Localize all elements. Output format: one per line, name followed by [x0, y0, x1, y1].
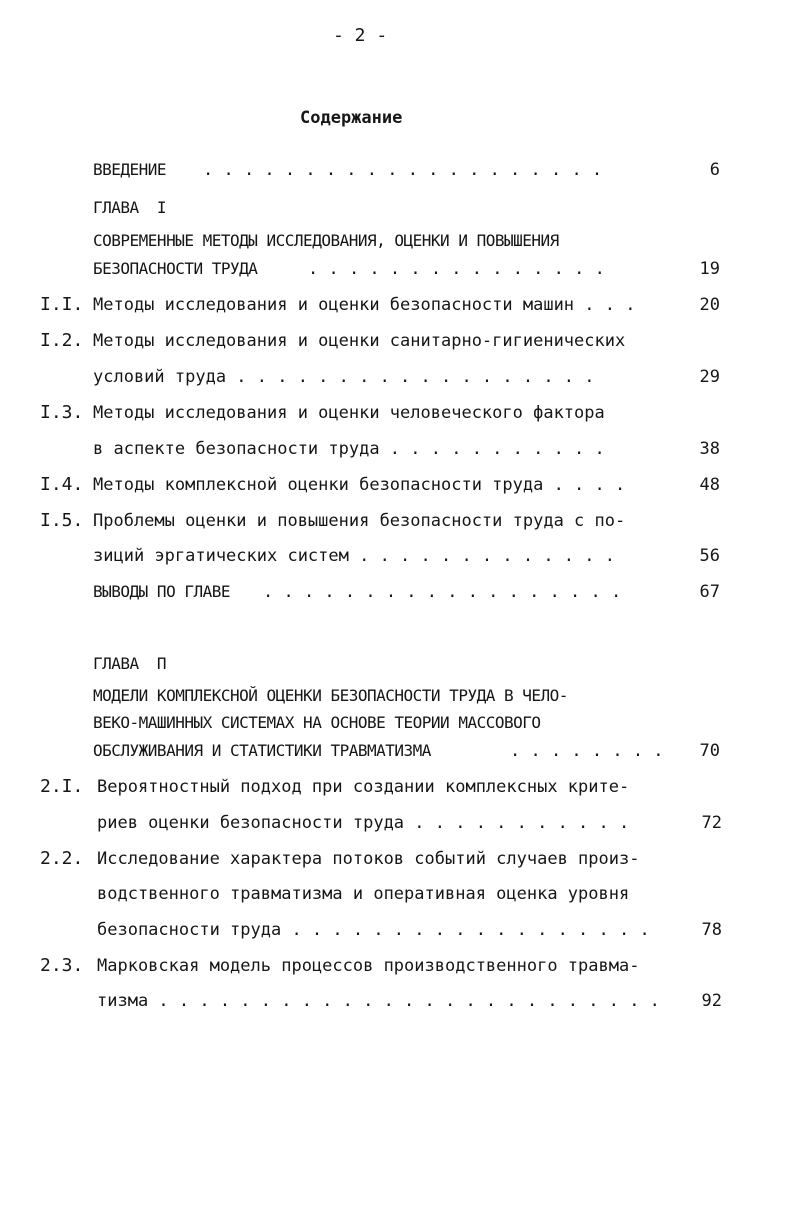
section-number: I.4.: [40, 474, 84, 495]
entry-text: безопасности труда . . . . . . . . . . . . . . . . . .: [97, 920, 650, 940]
entry-page: 56: [699, 546, 720, 566]
leader-dots: . . . . . . . . . . . . . . . . . . . .: [203, 160, 603, 180]
entry-text: Методы исследования и оценки человеческого фактора: [93, 403, 605, 423]
entry-text: риев оценки безопасности труда . . . . . . . . . . .: [97, 813, 630, 833]
leader-dots: . . . . . . . . . . . . . . .: [308, 259, 605, 279]
entry-text: ВВЕДЕНИЕ: [93, 160, 167, 179]
entry-page: 78: [701, 920, 722, 940]
section-number: 2.I.: [40, 776, 84, 797]
leader-dots: . . . . . . . . . . . . . . . . . .: [263, 582, 622, 602]
entry-page: 38: [699, 439, 720, 459]
entry-text: Исследование характера потоков событий случаев произ-: [97, 849, 640, 869]
entry-text: ВЫВОДЫ ПО ГЛАВЕ: [93, 582, 230, 601]
entry-page: 19: [699, 259, 720, 279]
section-number: I.5.: [40, 510, 84, 531]
chapter-label: ГЛАВА П: [93, 654, 167, 673]
leader-dots: . . . . . . . .: [510, 741, 664, 761]
section-number: 2.2.: [40, 848, 84, 869]
entry-page: 92: [701, 991, 722, 1011]
toc-title: Содержание: [300, 108, 403, 128]
entry-text: условий труда . . . . . . . . . . . . . . . . . .: [93, 367, 595, 387]
entry-text: тизма . . . . . . . . . . . . . . . . . . . . . . . . .: [97, 991, 660, 1011]
entry-text: в аспекте безопасности труда . . . . . . . . . . .: [93, 439, 605, 459]
chapter-label: ГЛАВА I: [93, 198, 167, 217]
entry-text: Методы исследования и оценки безопасности машин . . .: [93, 295, 636, 315]
entry-page: 29: [699, 367, 720, 387]
section-number: I.2.: [40, 330, 84, 351]
entry-text: СОВРЕМЕННЫЕ МЕТОДЫ ИССЛЕДОВАНИЯ, ОЦЕНКИ И ПОВЫШЕНИЯ: [93, 231, 559, 250]
entry-page: 48: [699, 475, 720, 495]
entry-text: ВЕКО-МАШИННЫХ СИСТЕМАХ НА ОСНОВЕ ТЕОРИИ МАССОВОГО: [93, 713, 541, 732]
entry-text: зиций эргатических систем . . . . . . . . . . . . .: [93, 546, 615, 566]
entry-text: водственного травматизма и оперативная оценка уровня: [97, 884, 630, 904]
entry-text: Методы комплексной оценки безопасности труда . . . .: [93, 475, 626, 495]
entry-page: 70: [699, 741, 720, 761]
entry-text: Проблемы оценки и повышения безопасности труда с по-: [93, 511, 626, 531]
page-number: - 2 -: [333, 25, 388, 46]
entry-page: 72: [701, 813, 722, 833]
section-number: 2.3.: [40, 955, 84, 976]
entry-text: Марковская модель процессов производственного травма-: [97, 956, 640, 976]
entry-text: БЕЗОПАСНОСТИ ТРУДА: [93, 259, 258, 278]
entry-page: 67: [699, 582, 720, 602]
entry-page: 6: [709, 160, 720, 180]
entry-text: ОБСЛУЖИВАНИЯ И СТАТИСТИКИ ТРАВМАТИЗМА: [93, 741, 431, 760]
entry-text: Методы исследования и оценки санитарно-гигиенических: [93, 331, 626, 351]
entry-text: МОДЕЛИ КОМПЛЕКСНОЙ ОЦЕНКИ БЕЗОПАСНОСТИ ТРУДА В ЧЕЛО-: [93, 686, 568, 705]
entry-text: Вероятностный подход при создании комплексных крите-: [97, 777, 630, 797]
section-number: I.3.: [40, 402, 84, 423]
entry-page: 20: [699, 295, 720, 315]
section-number: I.I.: [40, 294, 84, 315]
